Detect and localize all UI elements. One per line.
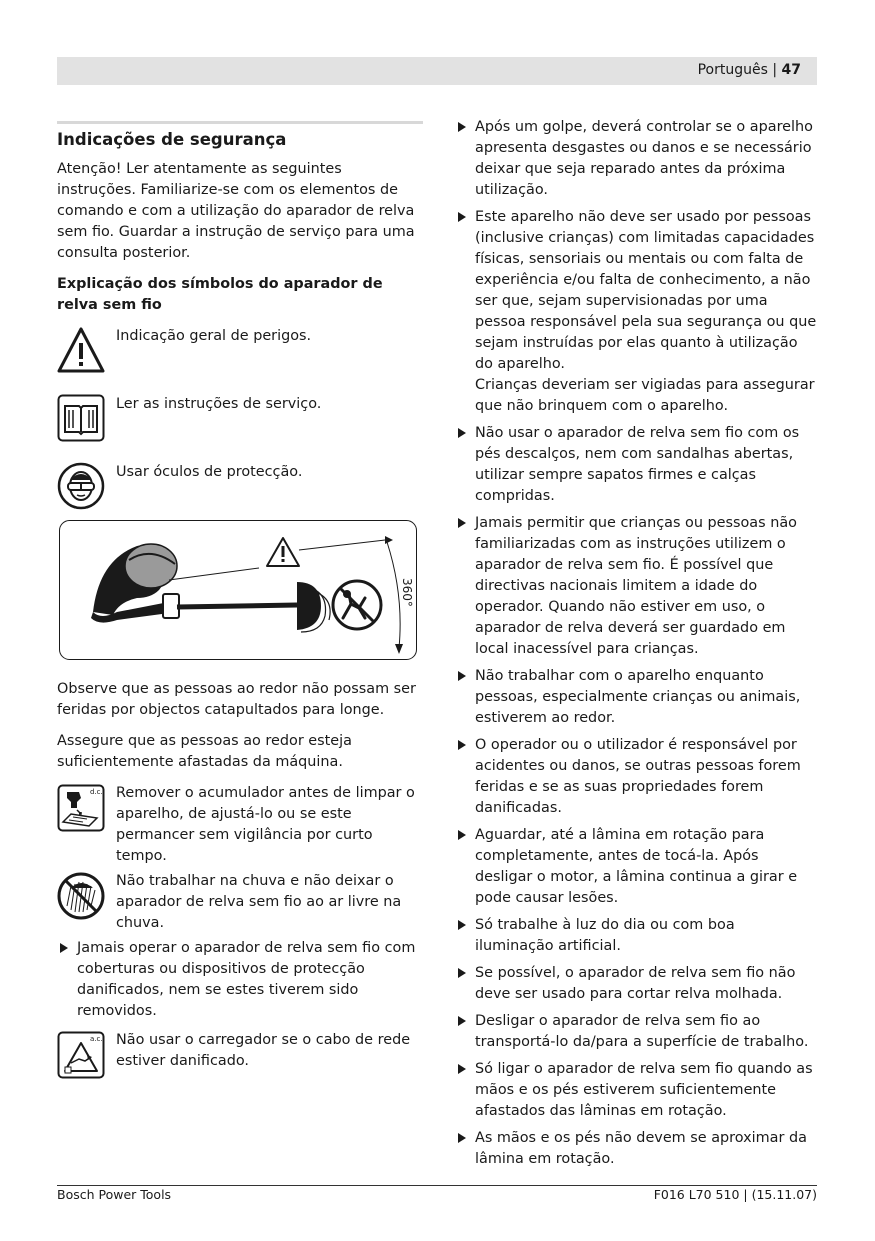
bullet-text: Após um golpe, deverá controlar se o aparelho apresenta desgastes ou danos e se necessário deixar que seja reparado antes da próxima utilização. xyxy=(475,119,813,198)
symbol-text-manual: Ler as instruções de serviço. xyxy=(116,396,322,412)
header-text xyxy=(698,62,801,78)
left-column xyxy=(57,121,423,530)
symbol-text-warning: Indicação geral de perigos. xyxy=(116,328,312,344)
rotation-angle-label: 360° xyxy=(400,578,414,607)
bullet-item xyxy=(455,1059,817,1122)
bullet-marker-icon xyxy=(458,671,466,681)
symbol-row-warning xyxy=(57,326,423,394)
bystander-paragraph-1: Observe que as pessoas ao redor não possam ser feridas por objectos catapultados para longe. xyxy=(57,681,416,718)
bullet-marker-icon xyxy=(60,943,68,953)
section-heading: Indicações de segurança xyxy=(57,130,287,149)
no-rain-icon xyxy=(57,872,105,920)
bullet-marker-icon xyxy=(458,518,466,528)
bullet-text: Este aparelho não deve ser usado por pessoas (inclusive crianças) com limitadas capacidades físicas, sensoriais ou mentais ou com falta de experiência e/ou falta de conhecimento, a não ser que, sejam supervisionadas por uma pessoa responsável pela sua segurança ou que sejam instruídas por elas quanto à utilização do aparelho. xyxy=(475,209,817,372)
symbol-text-remove-battery: Remover o acumulador antes de limpar o aparelho, de ajustá-lo ou se este permancer sem vigilância por curto tempo. xyxy=(116,785,415,864)
ac-label: a.c. xyxy=(90,1035,103,1043)
warning-triangle-icon xyxy=(57,326,105,374)
safety-goggles-icon xyxy=(57,462,105,510)
bullet-text: Jamais permitir que crianças ou pessoas não familiarizadas com as instruções utilizem o aparador de relva sem fio. É possível que directivas nacionais limitem a idade do operador. Quando não estiver em uso, o aparador de relva deverá ser guardado em local inacessível para crianças. xyxy=(475,515,797,657)
bullet-text: Jamais operar o aparador de relva sem fio com coberturas ou dispositivos de protecção danificados, nem se estes tiverem sido removidos. xyxy=(77,940,416,1019)
manual-book-icon xyxy=(57,394,105,442)
bullet-text: O operador ou o utilizador é responsável por acidentes ou danos, se outras pessoas forem feridas e se as suas propriedades forem danificadas. xyxy=(475,737,801,816)
bullet-item xyxy=(455,513,817,660)
bullet-marker-icon xyxy=(458,968,466,978)
bystander-distance-illustration xyxy=(59,520,417,660)
footer-rule xyxy=(57,1185,817,1186)
bullet-marker-icon xyxy=(458,1133,466,1143)
symbol-row-remove-battery xyxy=(57,783,423,867)
bullet-marker-icon xyxy=(458,830,466,840)
header-language: Português | xyxy=(697,62,778,78)
left-column-lower xyxy=(57,679,423,1093)
bullet-marker-icon xyxy=(458,122,466,132)
symbol-text-goggles: Usar óculos de protecção. xyxy=(116,464,303,480)
damaged-cable-icon xyxy=(57,1031,105,1079)
bullet-text: Só ligar o aparador de relva sem fio quando as mãos e os pés estiverem suficientemente afastados das lâminas em rotação. xyxy=(475,1061,813,1119)
symbol-row-charger-cable xyxy=(57,1030,423,1093)
bullet-marker-icon xyxy=(458,1064,466,1074)
bullet-item xyxy=(455,207,817,417)
bystander-paragraph-2: Assegure que as pessoas ao redor esteja suficientemente afastadas da máquina. xyxy=(57,733,352,770)
right-column xyxy=(455,117,817,1176)
bullet-text: Não trabalhar com o aparelho enquanto pessoas, especialmente crianças ou animais, estiverem ao redor. xyxy=(475,668,801,726)
page-number: 47 xyxy=(781,62,801,78)
bullet-item xyxy=(455,117,817,201)
bullet-marker-icon xyxy=(458,212,466,222)
bullet-item xyxy=(455,1128,817,1170)
bullet-item xyxy=(455,915,817,957)
symbol-text-charger-cable: Não usar o carregador se o cabo de rede estiver danificado. xyxy=(116,1032,411,1069)
bullet-text: As mãos e os pés não devem se aproximar da lâmina em rotação. xyxy=(475,1130,807,1167)
bullet-text: Aguardar, até a lâmina em rotação para completamente, antes de tocá-la. Após desligar o motor, a lâmina continua a girar e pode causar lesões. xyxy=(475,827,798,906)
bullet-marker-icon xyxy=(458,1016,466,1026)
remove-battery-icon xyxy=(57,784,105,832)
symbol-text-no-rain: Não trabalhar na chuva e não deixar o aparador de relva sem fio ao ar livre na chuva. xyxy=(116,873,402,931)
footer-brand: Bosch Power Tools xyxy=(57,1187,172,1202)
bullet-marker-icon xyxy=(458,920,466,930)
section-rule xyxy=(57,121,423,124)
intro-paragraph: Atenção! Ler atentamente as seguintes instruções. Familiarize-se com os elementos de comando e com a utilização do aparador de relva sem fio. Guardar a instrução de serviço para uma consulta posterior. xyxy=(57,161,415,261)
symbol-row-manual xyxy=(57,394,423,462)
dc-label: d.c. xyxy=(90,788,103,796)
bullet-marker-icon xyxy=(458,428,466,438)
bullet-item xyxy=(455,423,817,507)
bullet-marker-icon xyxy=(458,740,466,750)
symbol-row-no-rain xyxy=(57,871,423,934)
bullet-text: Se possível, o aparador de relva sem fio não deve ser usado para cortar relva molhada. xyxy=(475,965,796,1002)
bullet-text: Desligar o aparador de relva sem fio ao transportá-lo da/para a superfície de trabalho. xyxy=(475,1013,809,1050)
symbols-heading: Explicação dos símbolos do aparador de relva sem fio xyxy=(57,276,383,313)
children-note: Crianças deveriam ser vigiadas para assegurar que não brinquem com o aparelho. xyxy=(475,377,815,414)
bullet-item xyxy=(455,1011,817,1053)
bullet-item xyxy=(455,963,817,1005)
footer-doc-id: F016 L70 510 | (15.11.07) xyxy=(653,1187,817,1202)
page-header xyxy=(57,57,817,85)
bullet-text: Não usar o aparador de relva sem fio com os pés descalços, nem com sandalhas abertas, utilizar sempre sapatos firmes e calças compridas. xyxy=(475,425,800,504)
bullet-covers xyxy=(57,938,423,1022)
bullet-item xyxy=(455,825,817,909)
bullet-text: Só trabalhe à luz do dia ou com boa iluminação artificial. xyxy=(475,917,735,954)
bullet-item xyxy=(455,735,817,819)
bullet-item xyxy=(455,666,817,729)
